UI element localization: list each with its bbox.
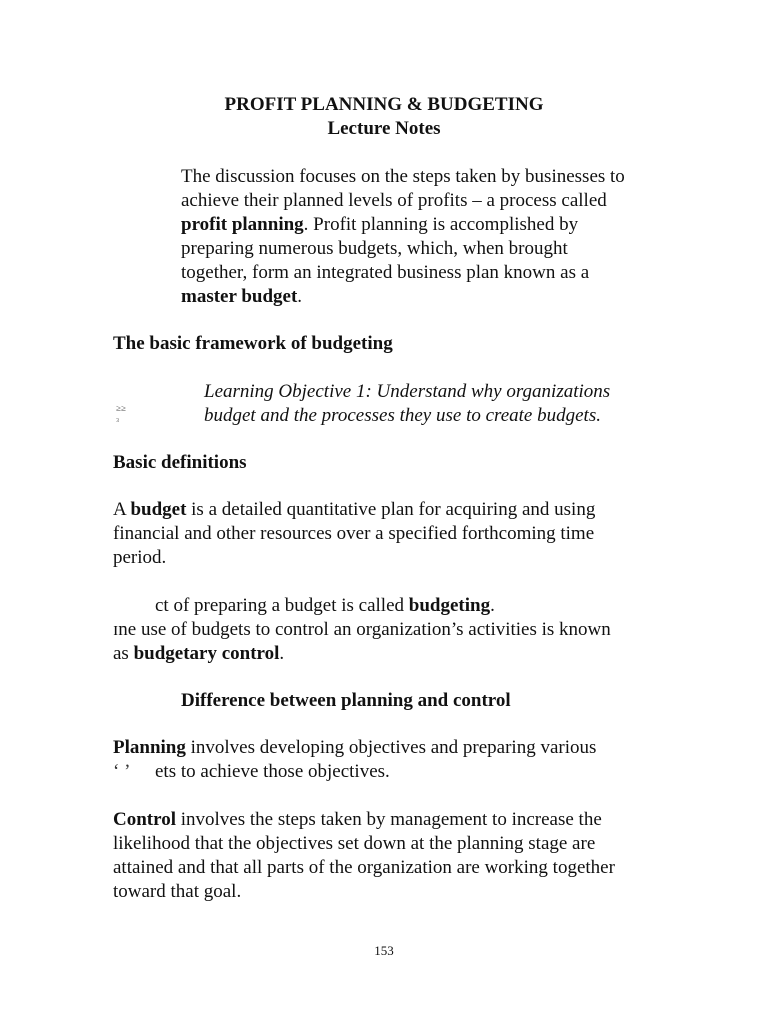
budgeting-line-3-prefix: as bbox=[113, 643, 134, 664]
budgeting-line-3 bbox=[113, 642, 284, 666]
heading-planning-vs-control: Difference between planning and control bbox=[181, 690, 511, 711]
control-line-4: toward that goal. bbox=[113, 881, 242, 902]
budget-line-3: period. bbox=[113, 547, 167, 568]
planning-line-2 bbox=[113, 760, 390, 784]
term-profit-planning: profit planning bbox=[181, 214, 304, 235]
budgeting-line-2: ɪne use of budgets to control an organization’s activities is known bbox=[113, 619, 611, 640]
intro-line-1: The discussion focuses on the steps taken by businesses to bbox=[181, 166, 625, 187]
term-control: Control bbox=[113, 809, 176, 830]
intro-line-3 bbox=[181, 213, 578, 237]
heading-basic-definitions: Basic definitions bbox=[113, 452, 247, 473]
term-budgeting: budgeting bbox=[408, 595, 491, 616]
budget-line-1 bbox=[113, 498, 595, 522]
objective-line-1: Learning Objective 1: Understand why organizations bbox=[204, 381, 611, 402]
control-line-1 bbox=[113, 808, 602, 832]
budget-line-1-prefix: A bbox=[113, 499, 131, 520]
planning-line-1-text: involves developing objectives and preparing various bbox=[185, 737, 597, 758]
page-number: 153 bbox=[374, 943, 394, 958]
budget-line-2: financial and other resources over a specified forthcoming time bbox=[113, 523, 595, 544]
term-budgetary-control: budgetary control bbox=[133, 643, 280, 664]
intro-line-4: preparing numerous budgets, which, when brought bbox=[181, 238, 568, 259]
intro-line-6-text: . bbox=[297, 286, 303, 307]
intro-line-2: achieve their planned levels of profits – a process called bbox=[181, 190, 607, 211]
budgeting-line-1-prefix: ct of preparing a budget is called bbox=[155, 595, 409, 616]
control-line-2: likelihood that the objectives set down at the planning stage are bbox=[113, 833, 596, 854]
objective-line-2: budget and the processes they use to create budgets. bbox=[204, 405, 601, 426]
budgeting-line-1 bbox=[155, 594, 495, 618]
heading-basic-framework: The basic framework of budgeting bbox=[113, 333, 393, 354]
margin-mark: ≥≥ ₃ bbox=[116, 403, 126, 422]
term-master-budget: master budget bbox=[181, 286, 298, 307]
planning-line-1 bbox=[113, 736, 596, 760]
intro-line-3-text: . Profit planning is accomplished by bbox=[303, 214, 579, 235]
budget-line-1-text: is a detailed quantitative plan for acquiring and using bbox=[186, 499, 596, 520]
term-planning: Planning bbox=[113, 737, 186, 758]
planning-line-2-text: ets to achieve those objectives. bbox=[155, 761, 390, 782]
control-line-3: attained and that all parts of the organization are working together bbox=[113, 857, 615, 878]
document-title: PROFIT PLANNING & BUDGETING bbox=[224, 94, 544, 115]
planning-line-2-fragment: ʻ ʼ bbox=[113, 761, 131, 782]
budgeting-line-1-text: . bbox=[490, 595, 495, 616]
intro-line-6 bbox=[181, 285, 302, 309]
budgeting-line-3-text: . bbox=[279, 643, 285, 664]
term-budget: budget bbox=[130, 499, 187, 520]
control-line-1-text: involves the steps taken by management to increase the bbox=[175, 809, 602, 830]
document-subtitle: Lecture Notes bbox=[327, 118, 441, 139]
intro-line-5: together, form an integrated business plan known as a bbox=[181, 262, 590, 283]
